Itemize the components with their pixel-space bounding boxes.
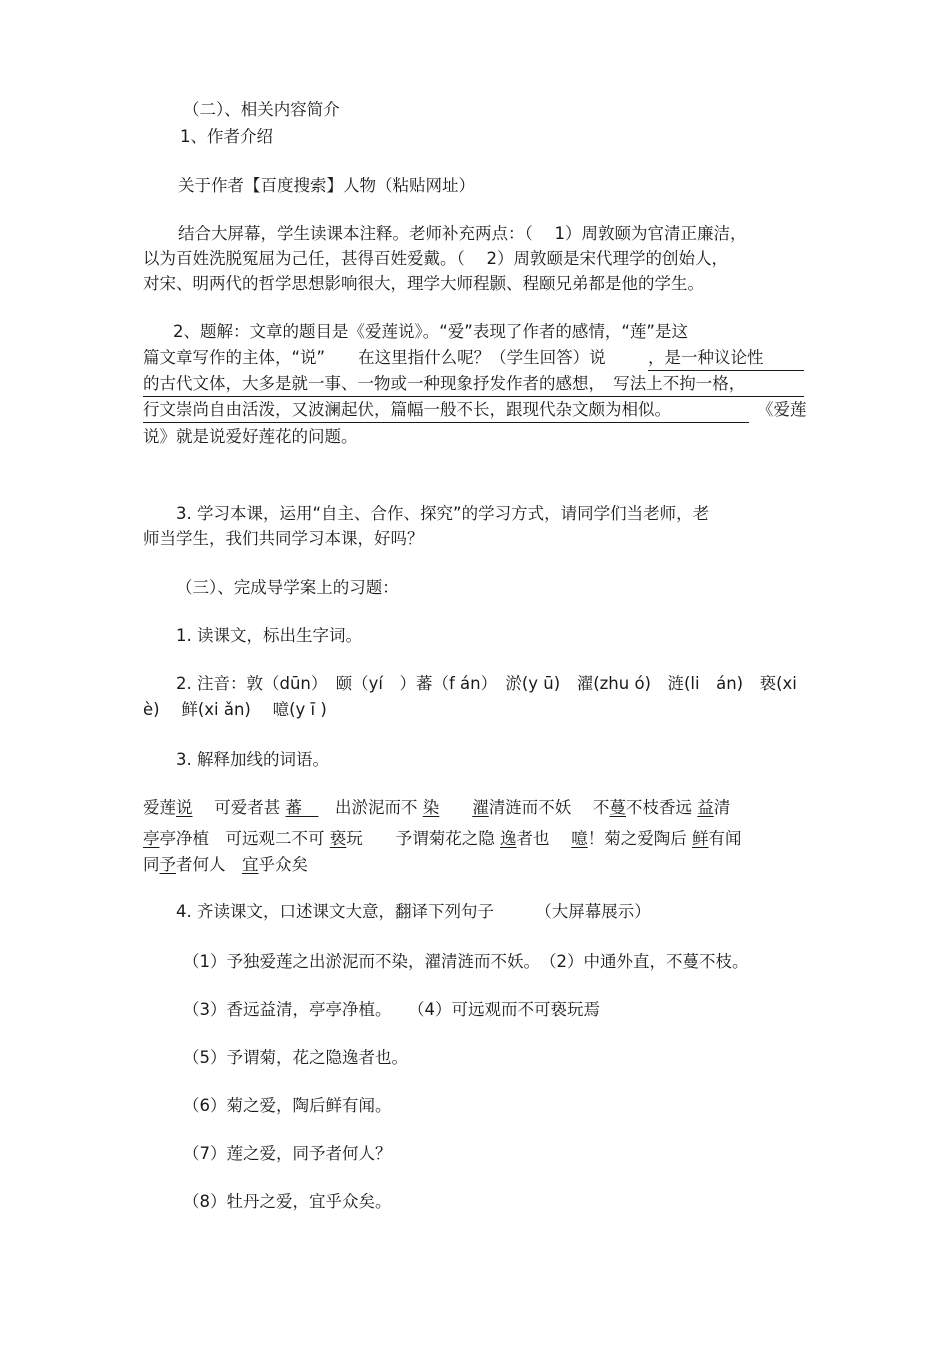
sentence-line: （3）香远益清，亭亭净植。 （4）可远观而不可亵玩焉	[183, 1000, 600, 1019]
title-line: 说》就是说爱好莲花的问题。	[143, 427, 358, 446]
vocab-line-2	[143, 828, 742, 850]
underlined-word: 说	[176, 798, 193, 817]
title-line-underlined: ，是一种议论性	[648, 348, 764, 367]
text-segment: 同	[143, 855, 160, 874]
underline-rule	[143, 396, 804, 397]
title-line: 篇文章写作的主体，“说” 在这里指什么呢？（学生回答）说	[143, 348, 606, 367]
text-segment: 出淤泥而不	[318, 798, 423, 817]
note-line: 对宋、明两代的哲学思想影响很大，理学大师程颢、程颐兄弟都是他的学生。	[143, 274, 704, 293]
note-line: 以为百姓洗脱冤屈为己任，甚得百姓爱戴。（ 2）周敦颐是宋代理学的创始人，	[143, 249, 728, 268]
pinyin-line: è) 鲜(xi ǎn) 噫(y ī )	[143, 700, 327, 719]
sentence-line: （6）菊之爱，陶后鲜有闻。	[183, 1096, 392, 1115]
text-segment: ！菊之爱陶后	[587, 829, 692, 848]
title-line: 《爱莲	[757, 400, 807, 419]
text-segment: 亭净植 可远观二不可	[159, 829, 330, 848]
underlined-word: 亭	[143, 829, 160, 848]
task-1: 1. 读课文，标出生字词。	[176, 626, 362, 645]
underlined-word: 蔓	[609, 798, 626, 817]
title-line: 的古代文体，大多是就一事、一物或一种现象抒发作者的感想， 写法上不拘一格，	[143, 374, 746, 393]
text-segment: 玩 予谓菊花之隐	[346, 829, 500, 848]
sentence-line: （1）予独爱莲之出淤泥而不染，濯清涟而不妖。 （2）中通外直，不蔓不枝。	[183, 952, 749, 971]
underline-rule	[143, 422, 749, 423]
underlined-word: 益	[697, 798, 714, 817]
section-heading-2: （二）、相关内容简介	[183, 100, 340, 119]
text-segment: 清	[713, 798, 731, 817]
text-segment: 有闻	[708, 829, 742, 848]
text-segment	[439, 798, 472, 817]
study-line: 3. 学习本课，运用“自主、合作、探究”的学习方式，请同学们当老师，老	[176, 504, 710, 523]
underlined-word: 鲜	[692, 829, 709, 848]
text-segment: 可爱者甚	[192, 798, 286, 817]
vocab-line-1	[143, 797, 730, 819]
title-line: 行文崇尚自由活泼，又波澜起伏，篇幅一般不长，跟现代杂文颇为相似。	[143, 400, 671, 419]
underlined-word: 逸	[500, 829, 517, 848]
text-segment: 清涟而不妖 不	[488, 798, 610, 817]
text-segment: 乎众矣	[258, 855, 308, 874]
section-heading-3: （三）、完成导学案上的习题：	[176, 578, 399, 597]
task-3: 3. 解释加线的词语。	[176, 750, 329, 769]
search-line: 关于作者【百度搜索】人物（粘贴网址）	[178, 176, 475, 195]
underlined-word: 濯	[472, 798, 489, 817]
underlined-word: 噫	[571, 829, 588, 848]
study-line: 师当学生，我们共同学习本课，好吗？	[143, 529, 424, 548]
text-segment: 不枝香远	[626, 798, 698, 817]
underlined-word: 亵	[329, 829, 347, 848]
author-heading: 1、作者介绍	[180, 127, 273, 146]
underlined-word: 予	[159, 855, 176, 874]
task-4: 4. 齐读课文，口述课文大意，翻译下列句子 （大屏幕展示）	[176, 902, 651, 921]
text-segment: 者也	[516, 829, 572, 848]
sentence-line: （7）莲之爱，同予者何人？	[183, 1144, 392, 1163]
sentence-line: （5）予谓菊，花之隐逸者也。	[183, 1048, 408, 1067]
vocab-line-3	[143, 854, 308, 876]
pinyin-line: 2. 注音：敦（dūn） 颐（yí ）蕃（f án） 淤(y ū) 濯(zhu ó) 涟(li án) 亵(xi	[176, 674, 797, 693]
underline-rule	[648, 370, 804, 371]
underlined-word: 染	[422, 798, 440, 817]
sentence-line: （8）牡丹之爱，宜乎众矣。	[183, 1192, 392, 1211]
underlined-word: 宜	[242, 855, 259, 874]
note-line: 结合大屏幕，学生读课本注释。老师补充两点：（ 1）周敦颐为官清正廉洁，	[178, 224, 747, 243]
text-segment: 者何人	[176, 855, 242, 874]
underlined-word: 蕃	[285, 798, 319, 817]
title-line: 2、题解：文章的题目是《爱莲说》。“爱”表现了作者的感情，“莲”是这	[173, 322, 688, 341]
text-segment: 爱莲	[143, 798, 176, 817]
